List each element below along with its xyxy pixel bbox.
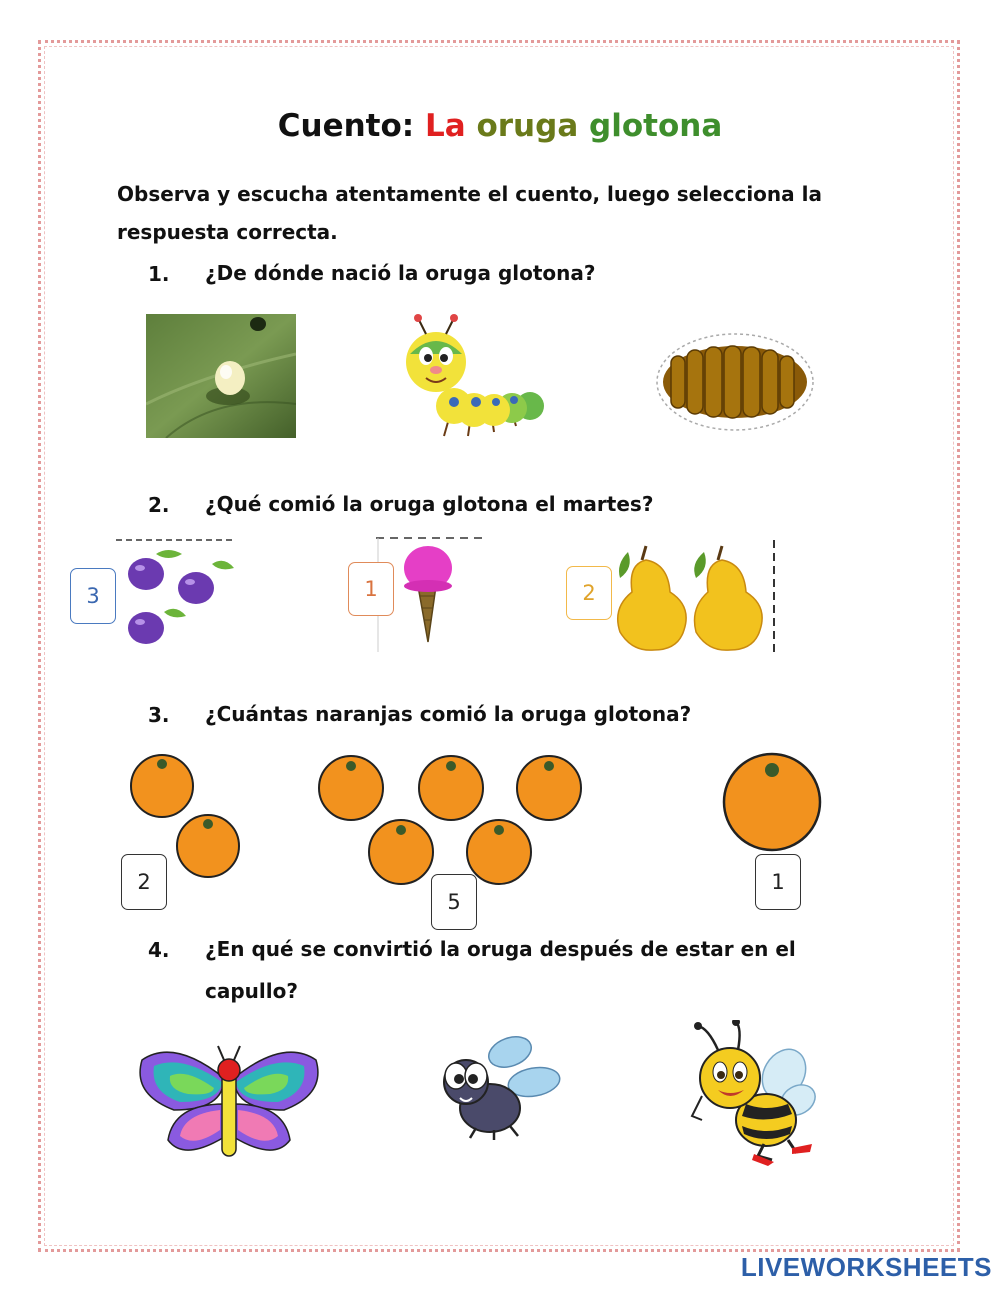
question-text: ¿De dónde nació la oruga glotona? — [205, 261, 596, 285]
answer-box-five[interactable]: 5 — [431, 874, 477, 930]
question-number: 3. — [148, 703, 170, 727]
plums-image[interactable] — [116, 538, 236, 656]
answer-box-two[interactable]: 2 — [121, 854, 167, 910]
answer-box-pears[interactable]: 2 — [566, 566, 612, 620]
question-number: 4. — [148, 938, 170, 962]
fly-image[interactable] — [436, 1032, 564, 1144]
butterfly-image[interactable] — [134, 1044, 324, 1170]
liveworksheets-logo: LIVEWORKSHEETS — [740, 1252, 992, 1282]
question-number: 2. — [148, 493, 170, 517]
one-orange-image[interactable] — [720, 748, 830, 860]
answer-box-ice-cream[interactable]: 1 — [348, 562, 394, 616]
question-number: 1. — [148, 262, 170, 286]
question-text: ¿Cuántas naranjas comió la oruga glotona? — [205, 702, 692, 726]
question-text: ¿Qué comió la oruga glotona el martes? — [205, 492, 654, 516]
question-text: ¿En qué se convirtió la oruga después de estar en el capullo? — [205, 937, 796, 1003]
five-oranges-image[interactable] — [315, 750, 591, 894]
title-word-glotona: glotona — [589, 108, 723, 144]
instructions: Observa y escucha atentamente el cuento, luego selecciona la respuesta correcta. — [117, 182, 822, 244]
title-word-la: La — [424, 108, 466, 144]
answer-box-plums[interactable]: 3 — [70, 568, 116, 624]
bee-image[interactable] — [688, 1020, 818, 1170]
pears-image[interactable] — [598, 538, 780, 658]
caterpillar-image[interactable] — [400, 314, 550, 444]
cocoon-image[interactable] — [655, 330, 815, 438]
answer-box-one[interactable]: 1 — [755, 854, 801, 910]
egg-on-leaf-image[interactable] — [146, 314, 296, 442]
title-prefix: Cuento: — [277, 108, 415, 144]
page-title — [0, 108, 1000, 144]
title-word-oruga: oruga — [476, 108, 579, 144]
